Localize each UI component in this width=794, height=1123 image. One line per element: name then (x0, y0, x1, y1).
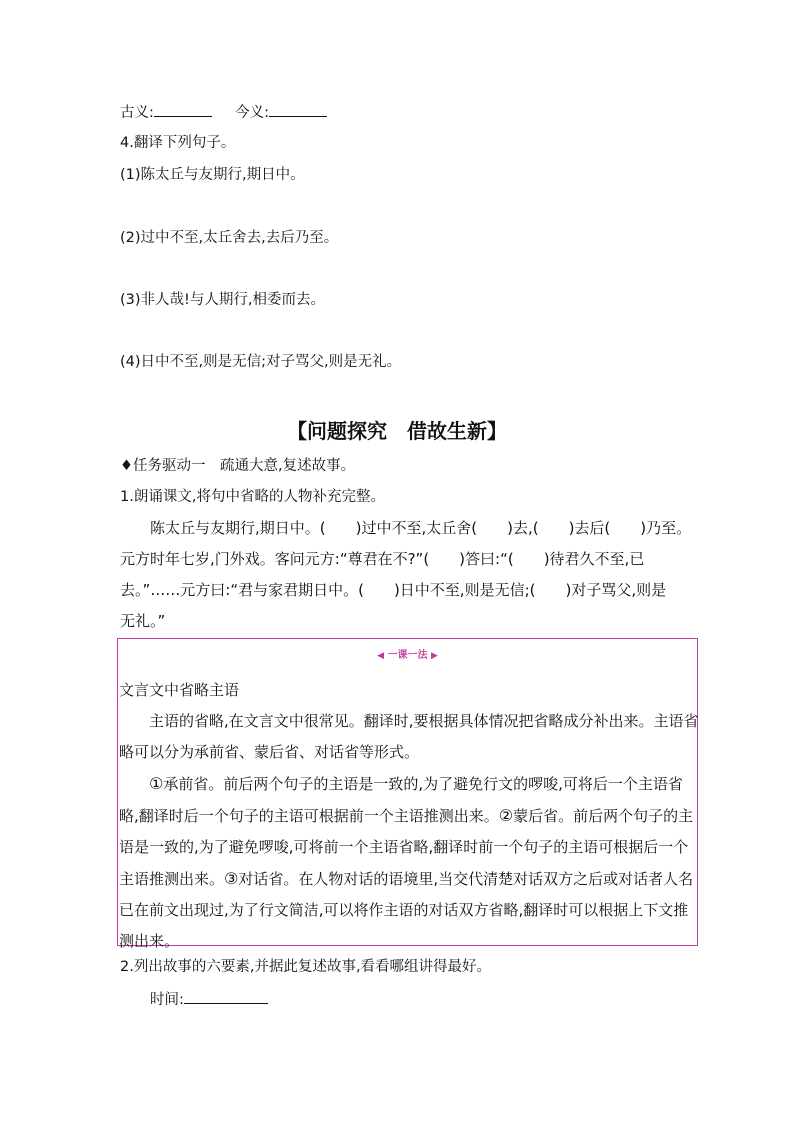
tip-para-2-c: 对话省。在人物对话的语境里,当交代清楚对话双方之后或对话者人名已在前文出现过,为了行文简洁,可以将作主语的对话双方省略,翻译时可以根据上下文推测出来。 (119, 870, 694, 950)
q4-item-2: (2)过中不至,太丘舍去,去后乃至。 (120, 230, 339, 246)
time-blank[interactable] (184, 989, 268, 1004)
gu-label: 古义: (120, 105, 154, 121)
passage-line-4: 无礼。” (120, 612, 166, 630)
q4-item-1: (1)陈太丘与友期行,期日中。 (120, 167, 305, 183)
jin-blank[interactable] (269, 102, 327, 117)
triangle-right-icon: ▶ (430, 651, 438, 661)
tip-para-2-a: 承前省。前后两个句子的主语是一致的,为了避免行文的啰唆,可将后一个主语省略,翻译时后一个句子的主语可根据前一个主语推测出来。 (119, 775, 683, 825)
triangle-left-icon: ◀ (377, 651, 385, 661)
gu-blank[interactable] (154, 102, 212, 117)
gu-jin-meaning-line (120, 102, 327, 123)
tip-box (117, 638, 699, 950)
tip-label-text: 一课一法 (387, 650, 428, 661)
q1-title: 1.朗诵课文,将句中省略的人物补充完整。 (120, 489, 385, 505)
section-heading: 【问题探究 借故生新】 (287, 419, 507, 443)
tip-content (119, 675, 699, 957)
circled-1: ① (149, 774, 164, 793)
tip-subtitle: 文言文中省略主语 (119, 681, 240, 699)
tip-para-1: 主语的省略,在文言文中很常见。翻译时,要根据具体情况把省略成分补出来。主语省略可以分为承前省、蒙后省、对话省等形式。 (119, 712, 699, 761)
jin-label: 今义: (235, 105, 269, 121)
circled-2: ② (498, 806, 514, 825)
q4-item-4: (4)日中不至,则是无信;对子骂父,则是无礼。 (120, 354, 402, 370)
passage-line-3: 去。”……元方曰:“君与家君期日中。( )日中不至,则是无信;( )对子骂父,则是 (120, 581, 667, 599)
tip-label (118, 649, 697, 663)
task-line: ♦任务驱动一 疏通大意,复述故事。 (120, 458, 356, 474)
tip-para-2-b: 蒙后省。前后两个句子的主语是一致的,为了避免啰唆,可将前一个主语省略,翻译时前一个句子的主语可根据后一个主语推测出来。 (119, 807, 694, 888)
q4-title: 4.翻译下列句子。 (120, 135, 236, 151)
passage-line-2: 元方时年七岁,门外戏。客问元方:“尊君在不?”( )答曰:“( )待君久不至,已 (120, 550, 645, 568)
time-line (150, 989, 268, 1010)
time-label: 时间: (150, 992, 184, 1008)
circled-3: ③ (224, 869, 239, 888)
tip-para-2 (119, 768, 699, 957)
passage (120, 513, 700, 637)
q2-title: 2.列出故事的六要素,并据此复述故事,看看哪组讲得最好。 (120, 959, 492, 975)
passage-line-1: 陈太丘与友期行,期日中。( )过中不至,太丘舍( )去,( )去后( )乃至。 (150, 519, 692, 537)
q4-item-3: (3)非人哉!与人期行,相委而去。 (120, 292, 325, 308)
